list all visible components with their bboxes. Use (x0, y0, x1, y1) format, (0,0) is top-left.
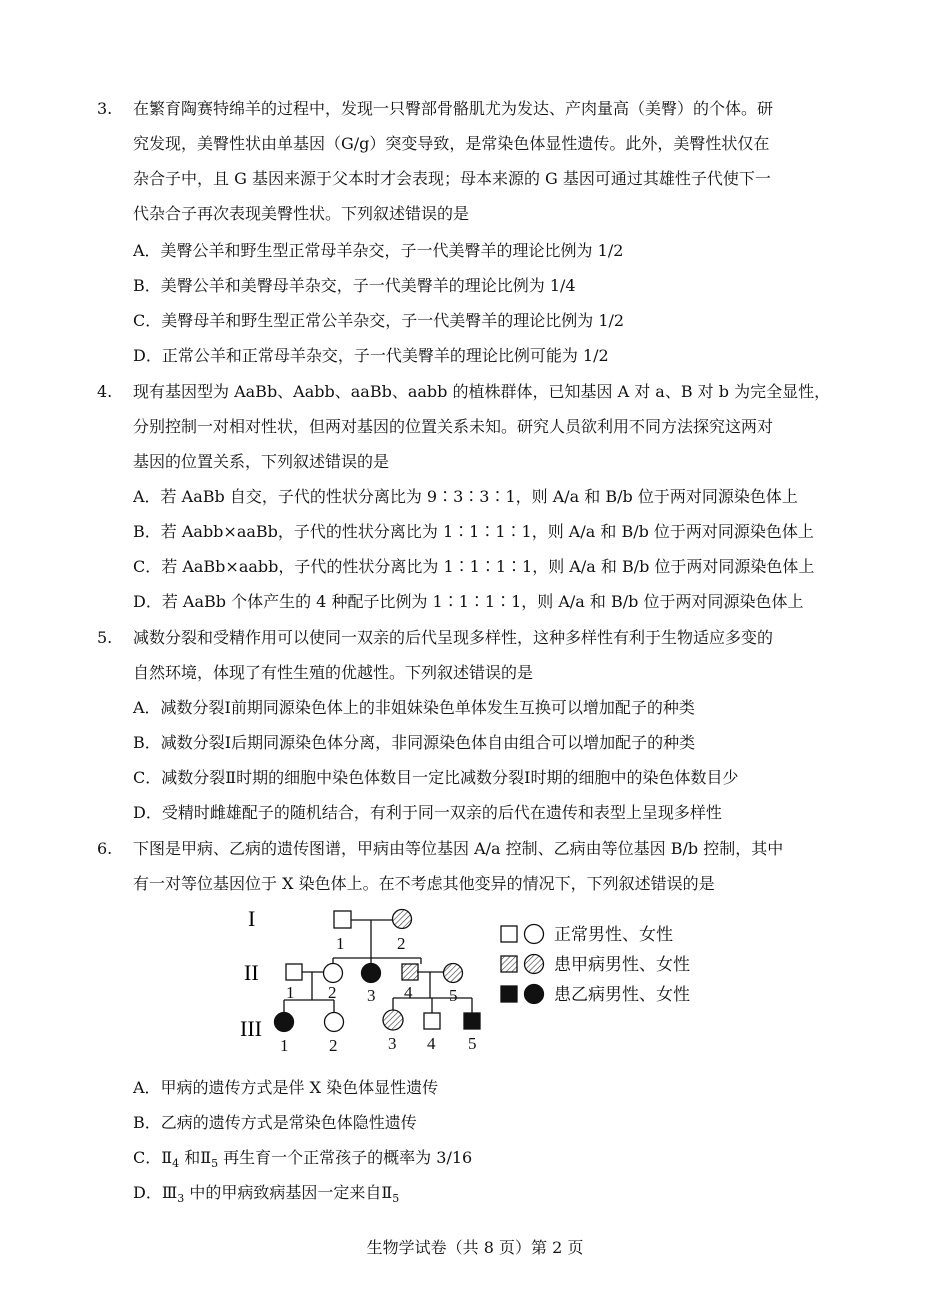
question-number: 5. (97, 628, 113, 647)
option-d: D．若 AaBb 个体产生的 4 种配子比例为 1∶1∶1∶1，则 A/a 和 B/b 位于两对同源染色体上 (133, 592, 804, 611)
pedigree-chart (240, 898, 710, 1060)
option-a: A．若 AaBb 自交，子代的性状分离比为 9∶3∶3∶1，则 A/a 和 B/b 位于两对同源染色体上 (133, 487, 798, 506)
legend-affected-b-female-symbol (525, 985, 544, 1004)
question-stem-line: 下图是甲病、乙病的遗传图谱，甲病由等位基因 A/a 控制、乙病由等位基因 B/b 控制，其中 (133, 839, 784, 858)
legend-affected-a-female-symbol (525, 955, 544, 974)
option-d: D．受精时雌雄配子的随机结合，有利于同一双亲的后代在遗传和表型上呈现多样性 (133, 803, 722, 822)
pedigree-legend (501, 925, 544, 1004)
individual-number: 4 (404, 983, 413, 1002)
affected-a-female-symbol (393, 910, 412, 929)
option-c: C．$Ⅱ_4$ 和$Ⅱ_5$ 再生育一个正常孩子的概率为 3/16 (133, 1148, 473, 1171)
option-c: C．美臀母羊和野生型正常公羊杂交，子一代美臀羊的理论比例为 1/2 (133, 311, 625, 330)
option-c: C．若 AaBb×aabb，子代的性状分离比为 1∶1∶1∶1，则 A/a 和 B/b 位于两对同源染色体上 (133, 557, 815, 576)
question-stem-line: 自然环境，体现了有性生殖的优越性。下列叙述错误的是 (133, 663, 534, 682)
normal-male-symbol (424, 1013, 440, 1029)
individual-number: 5 (449, 986, 458, 1005)
option-a: A．甲病的遗传方式是伴 X 染色体显性遗传 (133, 1078, 439, 1097)
individual-number: 3 (388, 1034, 397, 1053)
question-stem-line: 分别控制一对相对性状，但两对基因的位置关系未知。研究人员欲利用不同方法探究这两对 (133, 417, 774, 436)
individual-number: 1 (280, 1036, 289, 1055)
question-number: 6. (97, 839, 113, 858)
question-stem-line: 究发现，美臀性状由单基因（G/g）突变导致，是常染色体显性遗传。此外，美臀性状仅在 (133, 134, 770, 153)
option-c: C．减数分裂Ⅱ时期的细胞中染色体数目一定比减数分裂Ⅰ时期的细胞中的染色体数目少 (133, 768, 739, 787)
question-number: 4. (97, 382, 113, 401)
affected-a-female-symbol (444, 964, 463, 983)
legend-affected-b-male-symbol (501, 986, 517, 1002)
legend-label: 患甲病男性、女性 (554, 955, 690, 975)
question-stem-line: 减数分裂和受精作用可以使同一双亲的后代呈现多样性，这种多样性有利于生物适应多变的 (133, 628, 774, 647)
legend-label: 患乙病男性、女性 (554, 985, 690, 1005)
generation-label: II (244, 960, 259, 985)
normal-male-symbol (334, 911, 351, 928)
question-stem-line: 现有基因型为 AaBb、Aabb、aaBb、aabb 的植株群体，已知基因 A 对 a、B 对 b 为完全显性， (133, 382, 831, 401)
individual-number: 2 (329, 1036, 338, 1055)
individual-number: 5 (468, 1034, 477, 1053)
normal-female-symbol (324, 964, 343, 983)
question-stem-line: 基因的位置关系，下列叙述错误的是 (133, 452, 390, 471)
individual-number: 1 (286, 983, 295, 1002)
individual-number: 1 (336, 934, 345, 953)
normal-female-symbol (325, 1013, 344, 1032)
legend-affected-a-male-symbol (501, 956, 517, 972)
generation-label: I (248, 906, 256, 931)
option-a: A．美臀公羊和野生型正常母羊杂交，子一代美臀羊的理论比例为 1/2 (133, 241, 624, 260)
normal-male-symbol (286, 964, 302, 980)
option-a: A．减数分裂Ⅰ前期同源染色体上的非姐妹染色单体发生互换可以增加配子的种类 (133, 698, 695, 717)
question-stem-line: 在繁育陶赛特绵羊的过程中，发现一只臀部骨骼肌尤为发达、产肉量高（美臀）的个体。研 (133, 99, 774, 118)
legend-label: 正常男性、女性 (554, 925, 673, 945)
individual-number: 2 (328, 983, 337, 1002)
question-number: 3. (97, 99, 113, 118)
option-b: B．若 Aabb×aaBb，子代的性状分离比为 1∶1∶1∶1，则 A/a 和 B/b 位于两对同源染色体上 (133, 522, 814, 541)
option-d: D．正常公羊和正常母羊杂交，子一代美臀羊的理论比例可能为 1/2 (133, 346, 609, 365)
page-footer: 生物学试卷（共 8 页）第 2 页 (366, 1238, 584, 1257)
option-b: B．乙病的遗传方式是常染色体隐性遗传 (133, 1113, 417, 1132)
affected-b-female-symbol (275, 1013, 294, 1032)
affected-a-male-symbol (402, 964, 418, 980)
affected-b-male-symbol (464, 1013, 480, 1029)
individual-number: 3 (367, 986, 376, 1005)
individual-number: 2 (397, 934, 406, 953)
legend-normal-male-symbol (501, 926, 517, 942)
option-b: B．美臀公羊和美臀母羊杂交，子一代美臀羊的理论比例为 1/4 (133, 276, 576, 295)
option-b: B．减数分裂Ⅰ后期同源染色体分离，非同源染色体自由组合可以增加配子的种类 (133, 733, 696, 752)
question-stem-line: 有一对等位基因位于 X 染色体上。在不考虑其他变异的情况下，下列叙述错误的是 (133, 874, 715, 893)
generation-label: III (240, 1016, 262, 1041)
question-stem-line: 代杂合子再次表现美臀性状。下列叙述错误的是 (133, 204, 470, 223)
question-stem-line: 杂合子中，且 G 基因来源于父本时才会表现；母本来源的 G 基因可通过其雄性子代使下一 (133, 169, 771, 188)
option-d: D．$Ⅲ_3$ 中的甲病致病基因一定来自$Ⅱ_5$ (133, 1183, 400, 1206)
affected-a-female-symbol (383, 1010, 403, 1030)
legend-normal-female-symbol (525, 925, 544, 944)
individual-number: 4 (427, 1034, 436, 1053)
affected-b-female-symbol (362, 964, 381, 983)
